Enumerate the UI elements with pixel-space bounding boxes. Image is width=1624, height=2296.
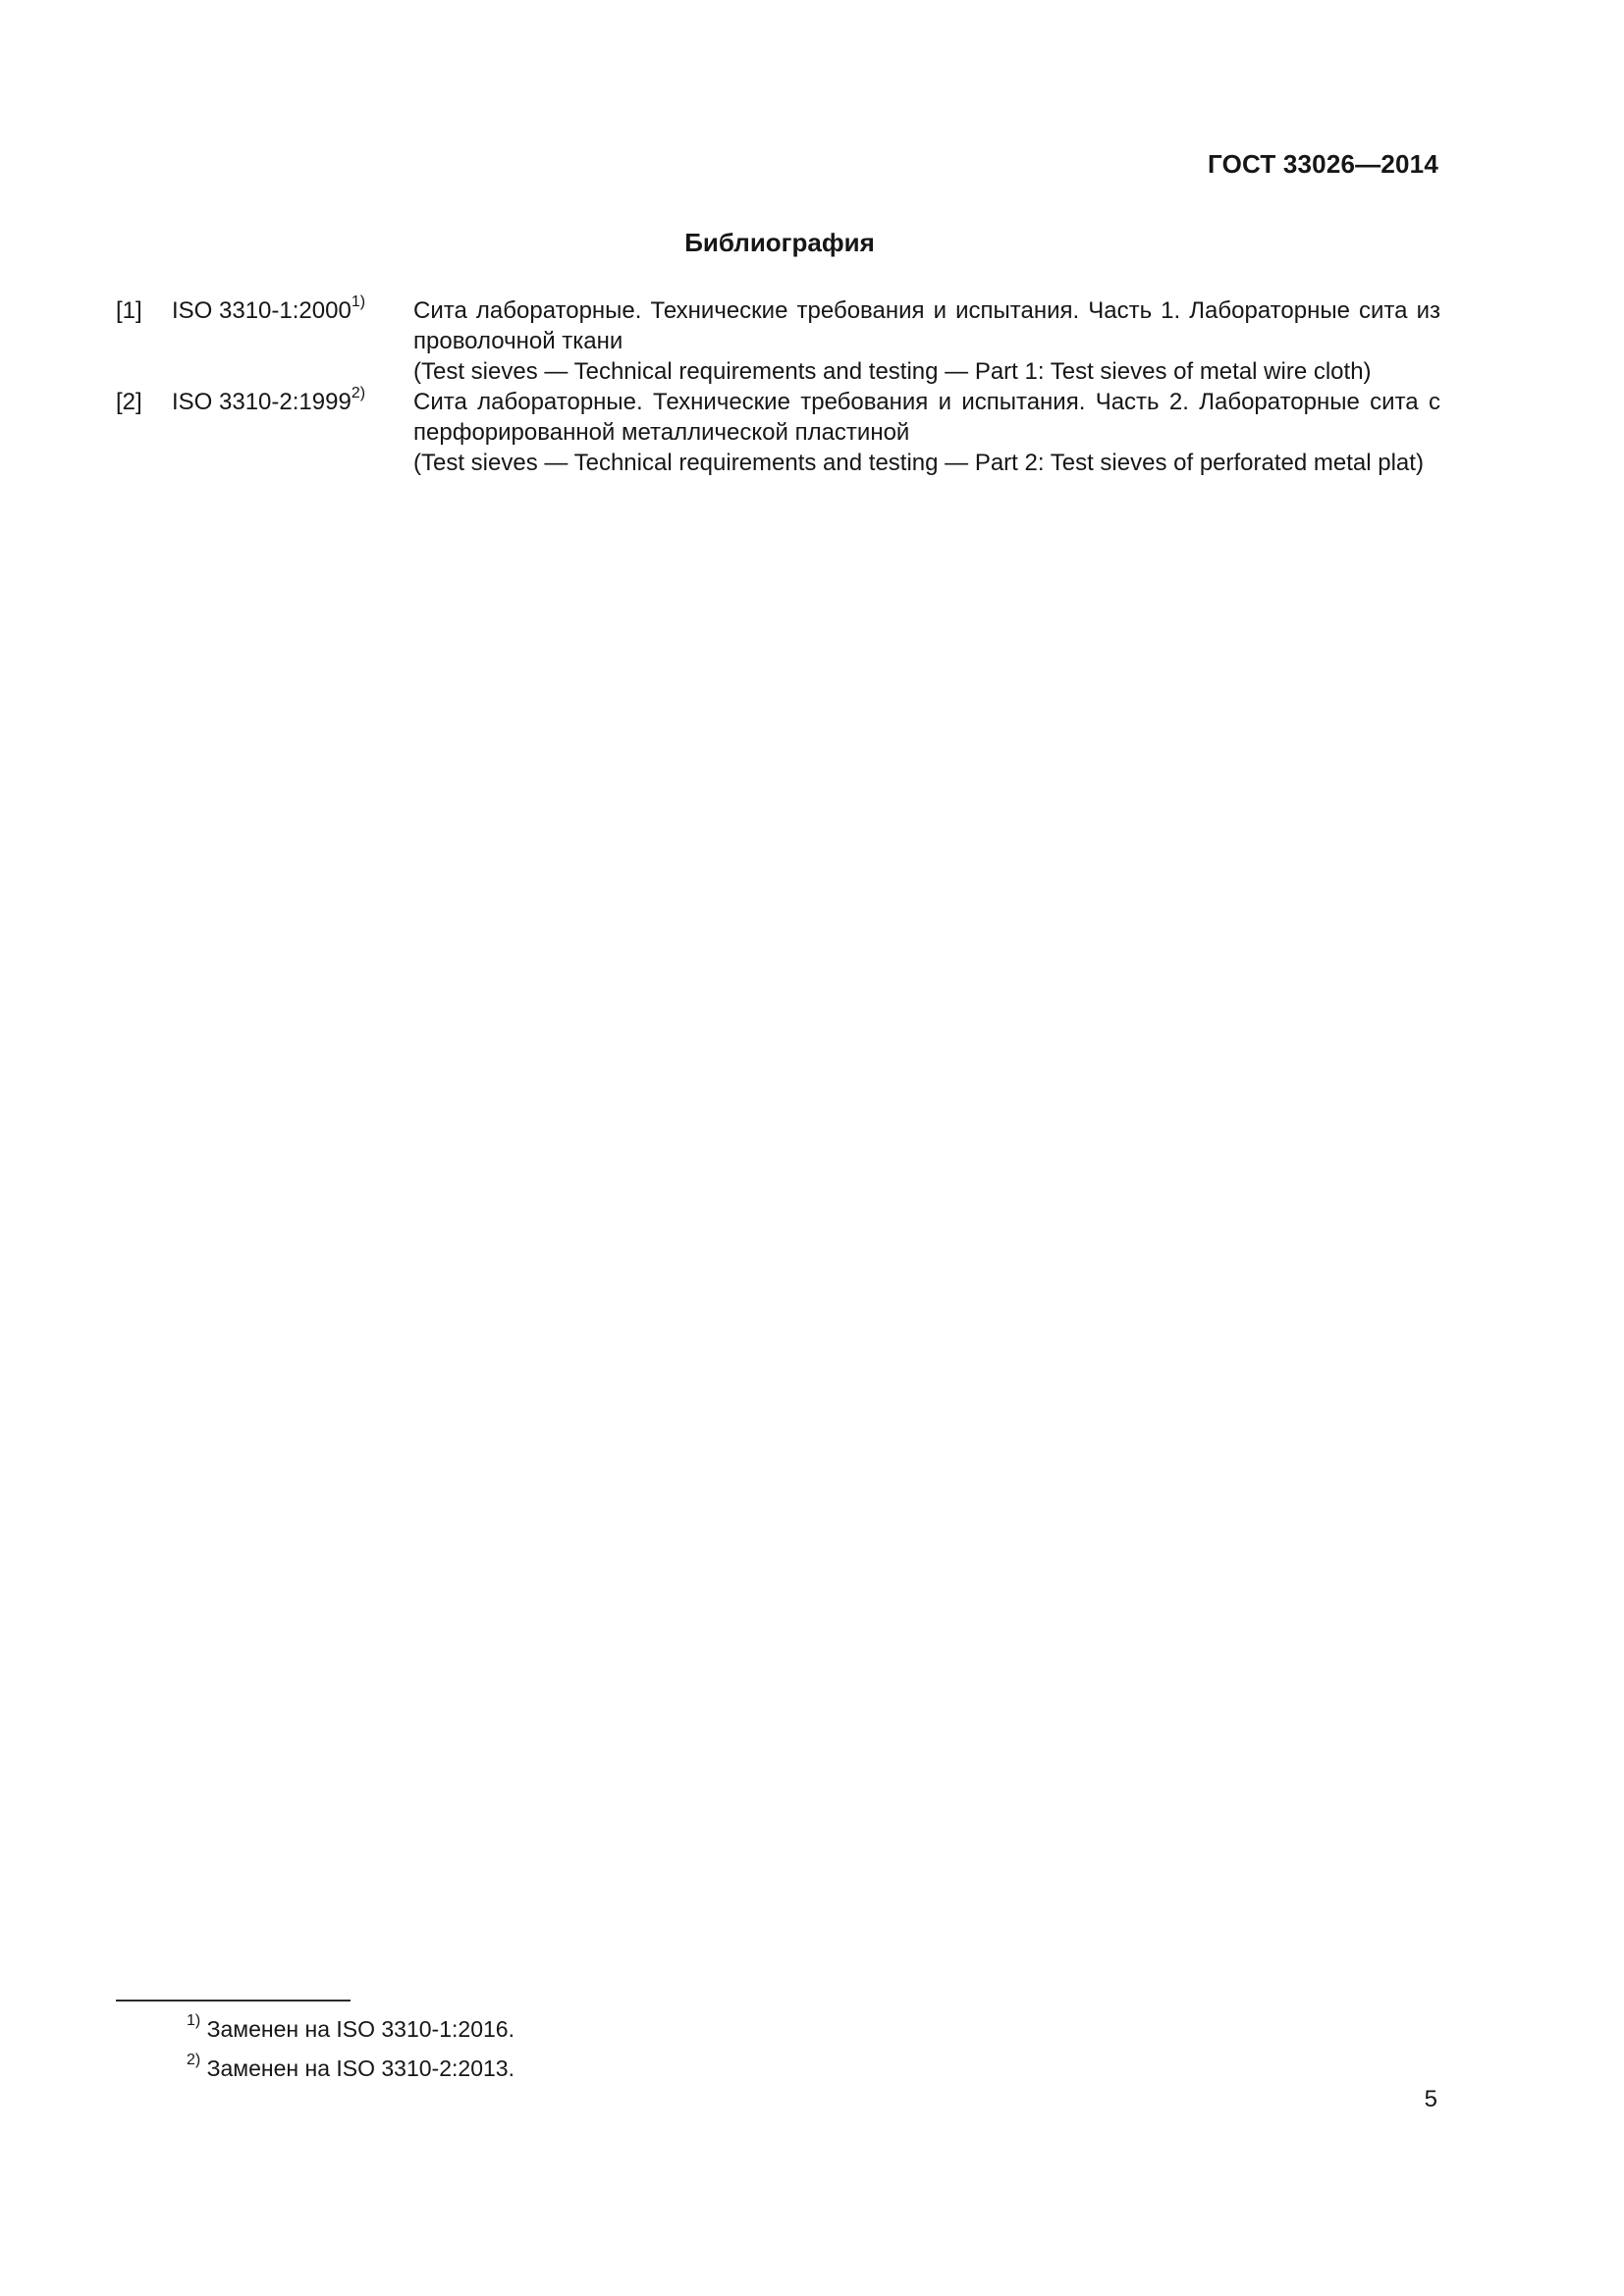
entry-description: [413, 295, 1440, 387]
footnote-item: [187, 2009, 514, 2049]
entry-title-ru: Сита лабораторные. Технические требования и испытания. Часть 1. Лабораторные сита из проволочной ткани: [413, 297, 1440, 354]
entry-standard-id: ISO 3310-1:2000: [172, 297, 352, 324]
footnote-text: Заменен на ISO 3310-2:2013.: [206, 2056, 514, 2081]
footnote-mark: 1): [351, 294, 366, 310]
page-number: 5: [1424, 2086, 1437, 2112]
entry-title-en: (Test sieves — Technical requirements and testing — Part 2: Test sieves of perforated metal plat): [413, 450, 1424, 476]
bibliography-list: [116, 295, 1440, 478]
bibliography-entry: [116, 295, 1440, 387]
entry-description: [413, 387, 1440, 478]
footnote-mark: 1): [187, 2012, 201, 2030]
entry-reference: [172, 295, 413, 326]
footnote-mark: 2): [351, 385, 366, 401]
entry-standard-id: ISO 3310-2:1999: [172, 389, 352, 415]
entry-reference: [172, 387, 413, 417]
entry-title-en: (Test sieves — Technical requirements and testing — Part 1: Test sieves of metal wire cloth): [413, 358, 1372, 385]
entry-number: [1]: [116, 297, 142, 324]
footnote-text: Заменен на ISO 3310-1:2016.: [206, 2016, 514, 2042]
section-title: Библиография: [684, 228, 875, 257]
entry-title-ru: Сита лабораторные. Технические требования и испытания. Часть 2. Лабораторные сита с перфорированной металлической пластиной: [413, 389, 1440, 446]
bibliography-entry: [116, 387, 1440, 478]
footnote-item: [187, 2049, 514, 2088]
document-code-header: ГОСТ 33026—2014: [1208, 149, 1438, 179]
entry-number: [2]: [116, 389, 142, 415]
footnotes: [187, 2009, 514, 2088]
footnote-separator: [116, 2000, 351, 2002]
footnote-mark: 2): [187, 2052, 201, 2069]
